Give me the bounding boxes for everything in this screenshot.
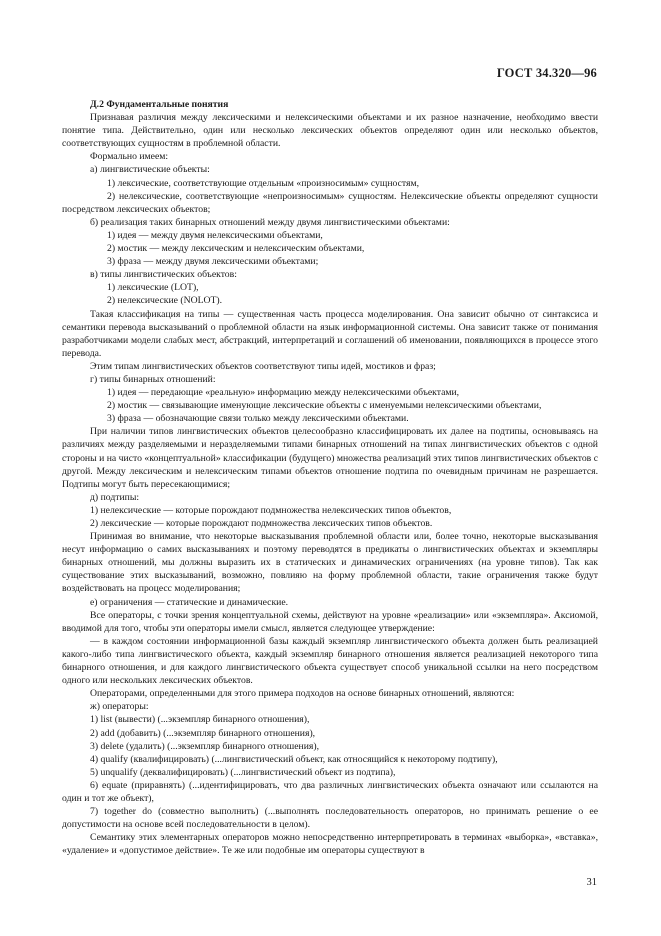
list-item: а) лингвистические объекты: <box>90 164 210 176</box>
list-item: 2) нелексические, соответствующие «непроизносимым» сущностям. Нелексические объекты определяют сущности посредством лексических объектов; <box>62 190 598 215</box>
list-item: б) реализация таких бинарных отношений между двумя лингвистическими объектами: <box>90 216 450 228</box>
list-item: 1) лексические, соответствующие отдельным «произносимым» сущностям, <box>107 177 420 189</box>
list-item: 5) unqualify (деквалифицировать) (...лингвистический объект из подтипа), <box>90 766 396 778</box>
paragraph: Признавая различия между лексическими и нелексическими объектами и их разное назначение, необходимо ввести понятие типа. Действительно, один или несколько лексических объектов определяют один или несколько объектов, соответствующих сущностям в проблемной области. <box>62 112 598 150</box>
paragraph: Операторами, определенными для этого примера подходов на основе бинарных отношений, являются: <box>90 688 515 700</box>
paragraph: Семантику этих элементарных операторов можно непосредственно интерпретировать в терминах «выборка», «вставка», «удаление» и «допустимое действие». Те же или подобные им операторы существуют в <box>62 832 598 857</box>
paragraph: Такая классификация на типы — существенная часть процесса моделирования. Она зависит обычно от синтаксиса и семантики перевода высказываний о проблемной области на язык информационной системы. Она зависит также от понимания разработчиками модели слабых мест, абстракций, интерпретаций и соглашений об именовании, появляющихся в процессе этого перевода. <box>62 308 598 359</box>
list-item: 3) фраза — обозначающие связи только между лексическими объектами. <box>107 413 409 425</box>
list-item: 1) нелексические — которые порождают подмножества нелексических типов объектов, <box>90 504 452 516</box>
list-item: 2) add (добавить) (...экземпляр бинарного отношения), <box>90 727 316 739</box>
paragraph: Этим типам лингвистических объектов соответствуют типы идей, мостиков и фраз; <box>90 360 436 372</box>
page-number: 31 <box>586 877 597 888</box>
list-item: 2) лексические — которые порождают подмножества лексических типов объектов. <box>90 518 433 529</box>
list-item: 2) нелексические (NOLOT). <box>107 295 223 307</box>
list-item: 2) мостик — между лексическим и нелексическим объектами, <box>107 243 365 255</box>
list-item: 1) лексические (LOT), <box>107 282 199 294</box>
list-item: 1) list (вывести) (...экземпляр бинарного отношения), <box>90 714 310 726</box>
paragraph: Формально имеем: <box>90 151 169 163</box>
paragraph: Принимая во внимание, что некоторые высказывания проблемной области или, более точно, некоторые высказывания несут информацию о самих высказываниях и поэтому переводятся в предикаты о лингвистических объектах и экземпляры бинарных отношений, мы должны выразить их в статических и динамических ограничениях (на уровне типов). Так как существование этих высказываний, возможно, повлияю на форму проблемной области, такие ограничения также будут воздействовать на процесс моделирования; <box>62 531 598 595</box>
list-item: 6) equate (приравнять) (...идентифицировать, что два различных лингвистических объекта означают или ссылаются на один и тот же объект), <box>62 779 598 804</box>
section-title: Д.2 Фундаментальные понятия <box>90 99 229 110</box>
list-item: д) подтипы: <box>90 491 140 503</box>
list-item: 3) фраза — между двумя лексическими объектами; <box>107 256 319 268</box>
list-item: 1) идея — между двумя нелексическими объектами, <box>107 229 323 241</box>
standard-header: ГОСТ 34.320—96 <box>496 66 597 80</box>
list-item: в) типы лингвистических объектов: <box>90 269 237 281</box>
list-item: 2) мостик — связывающие именующие лексические объекты с именуемыми нелексическими объектами, <box>107 400 542 412</box>
list-item: 1) идея — передающие «реальную» информацию между нелексическими объектами, <box>107 387 460 399</box>
list-item: 4) qualify (квалифицировать) (...лингвистический объект, как относящийся к некоторому подтипу), <box>90 753 498 765</box>
paragraph: Все операторы, с точки зрения концептуальной схемы, действуют на уровне «реализации» или «экземпляра». Аксиомой, вводимой для того, чтобы эти операторы имели смысл, является следующее утверждение: <box>62 609 598 634</box>
list-item: е) ограничения — статические и динамические. <box>90 596 289 608</box>
list-item: 3) delete (удалить) (...экземпляр бинарного отношения), <box>90 740 320 752</box>
paragraph: При наличии типов лингвистических объектов целесообразно классифицировать их далее на подтипы, основываясь на различиях между разделяемыми и неразделяемыми типами бинарных отношений на типах лингвистических объектов с одной стороны и на чисто «концептуальной» классификации (будущего) множества реализаций этих типов лингвистических объектов с другой. Между лексическим и нелексическим типами объектов отношение подтипа по очевидным причинам не разрешается. Подтипы могут быть пересекающимися; <box>62 426 598 490</box>
list-item: г) типы бинарных отношений: <box>90 373 216 385</box>
paragraph: — в каждом состоянии информационной базы каждый экземпляр лингвистического объекта должен быть реализацией какого-либо типа лингвистического объекта, каждый экземпляр бинарного отношения является реализацией некоторого типа бинарного отношения, и для каждого лингвистического объекта существует способ уникальной ссылки на него посредством одного или нескольких лексических объектов. <box>62 635 598 687</box>
document-body <box>62 98 598 857</box>
list-item: ж) операторы: <box>90 701 149 713</box>
list-item: 7) together do (совместно выполнить) (...выполнять последовательность операторов, но принимать решение о ее допустимости на основе всей последовательности в целом). <box>62 806 598 831</box>
